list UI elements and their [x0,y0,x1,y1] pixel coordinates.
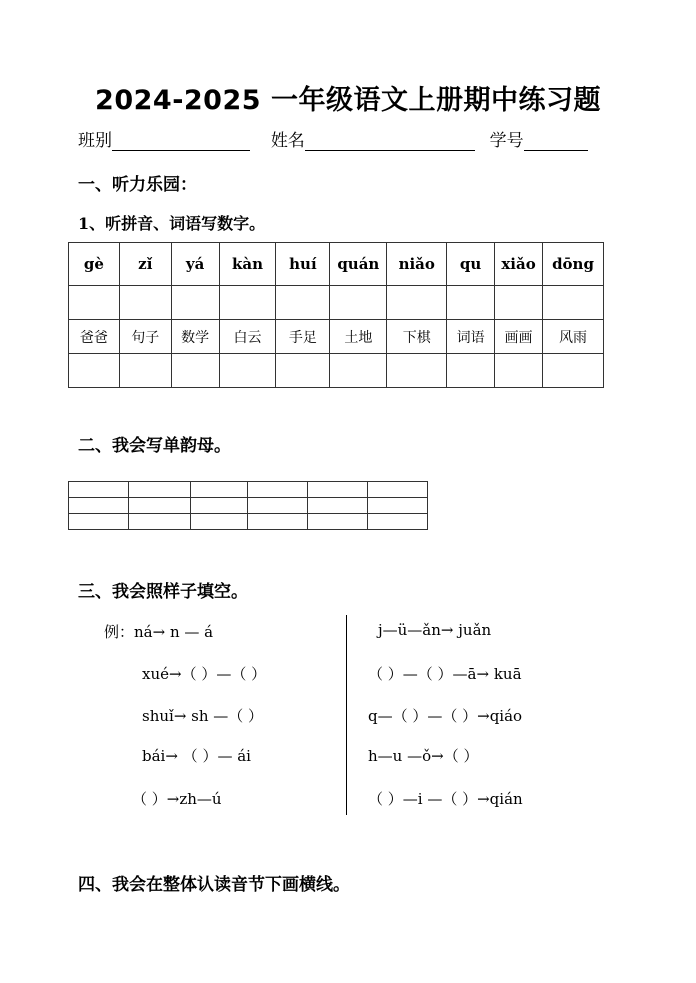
exercise-left-3: bái→ （ ）— ái [142,747,251,765]
answer-cell[interactable] [219,354,276,388]
pinyin-cell: niǎo [387,243,447,286]
writing-cell[interactable] [128,482,190,498]
writing-cell[interactable] [248,498,308,514]
section1-sub: 1、听拼音、词语写数字。 [78,214,266,233]
answer-cell[interactable] [276,354,330,388]
answer-cell[interactable] [171,286,219,320]
word-cell: 爸爸 [69,320,120,354]
class-field[interactable] [112,132,250,151]
writing-cell[interactable] [248,482,308,498]
answer-cell[interactable] [119,286,171,320]
exercise-right-5: （ ）—i —（ ）→qián [368,790,523,808]
name-label: 姓名 [270,131,305,151]
pinyin-cell: kàn [219,243,276,286]
exercise-right-2: （ ）—（ ）—ā→ kuā [368,665,522,683]
grid-row [69,514,428,530]
pinyin-cell: zǐ [119,243,171,286]
student-info [78,126,588,151]
section1-heading: 一、听力乐园： [78,175,197,195]
answer-cell[interactable] [69,354,120,388]
number-label: 学号 [489,131,524,151]
exercise-right-3: q—（ ）—（ ）→qiáo [368,707,523,725]
word-cell: 手足 [276,320,330,354]
writing-cell[interactable] [69,514,129,530]
writing-cell[interactable] [128,514,190,530]
number-field[interactable] [524,132,588,151]
word-cell: 词语 [447,320,495,354]
answer-cell[interactable] [495,286,543,320]
writing-cell[interactable] [248,514,308,530]
exercise-left-2: shuǐ→ sh —（ ） [142,707,264,725]
section4-heading: 四、我会在整体认读音节下画横线。 [78,875,350,895]
answer-cell[interactable] [330,354,387,388]
writing-cell[interactable] [308,514,368,530]
pinyin-cell: qu [447,243,495,286]
writing-cell[interactable] [368,514,428,530]
section3-heading: 三、我会照样子填空。 [78,582,248,602]
exercise-right-4: h—u —ǒ→（ ） [368,747,479,765]
answer-cell[interactable] [330,286,387,320]
column-divider [346,615,347,815]
answer-cell[interactable] [543,354,604,388]
exercise-left-1: xué→（ ）—（ ） [142,665,267,683]
answer-cell[interactable] [495,354,543,388]
pinyin-cell: yá [171,243,219,286]
word-cell: 数学 [171,320,219,354]
writing-cell[interactable] [308,498,368,514]
class-label: 班别 [78,131,112,151]
writing-cell[interactable] [69,482,129,498]
answer-row-2 [69,354,604,388]
pinyin-cell: dōng [543,243,604,286]
word-cell: 白云 [219,320,276,354]
pinyin-row [69,243,604,286]
answer-cell[interactable] [119,354,171,388]
exercise-right-1: j—ü—ǎn→ juǎn [378,621,492,639]
answer-cell[interactable] [171,354,219,388]
writing-cell[interactable] [190,498,248,514]
pinyin-word-table [68,242,604,388]
pinyin-cell: huí [276,243,330,286]
exercise-left-4: （ ）→zh—ú [132,790,222,808]
word-row [69,320,604,354]
name-field[interactable] [305,132,475,151]
writing-cell[interactable] [190,514,248,530]
writing-cell[interactable] [190,482,248,498]
example-line: 例：ná→ n — á [104,623,214,641]
answer-cell[interactable] [219,286,276,320]
word-cell: 画画 [495,320,543,354]
pinyin-cell: gè [69,243,120,286]
grid-row [69,498,428,514]
writing-cell[interactable] [368,498,428,514]
answer-row-1 [69,286,604,320]
grid-row [69,482,428,498]
answer-cell[interactable] [447,286,495,320]
answer-cell[interactable] [276,286,330,320]
answer-cell[interactable] [69,286,120,320]
answer-cell[interactable] [447,354,495,388]
pinyin-cell: xiǎo [495,243,543,286]
word-cell: 下棋 [387,320,447,354]
writing-cell[interactable] [308,482,368,498]
word-cell: 风雨 [543,320,604,354]
answer-cell[interactable] [387,286,447,320]
section2-heading: 二、我会写单韵母。 [78,436,231,456]
word-cell: 句子 [119,320,171,354]
writing-cell[interactable] [128,498,190,514]
answer-cell[interactable] [387,354,447,388]
writing-cell[interactable] [368,482,428,498]
word-cell: 土地 [330,320,387,354]
answer-cell[interactable] [543,286,604,320]
vowel-writing-grid [68,481,428,530]
pinyin-cell: quán [330,243,387,286]
writing-cell[interactable] [69,498,129,514]
page-title: 2024-2025 一年级语文上册期中练习题 [95,85,601,116]
